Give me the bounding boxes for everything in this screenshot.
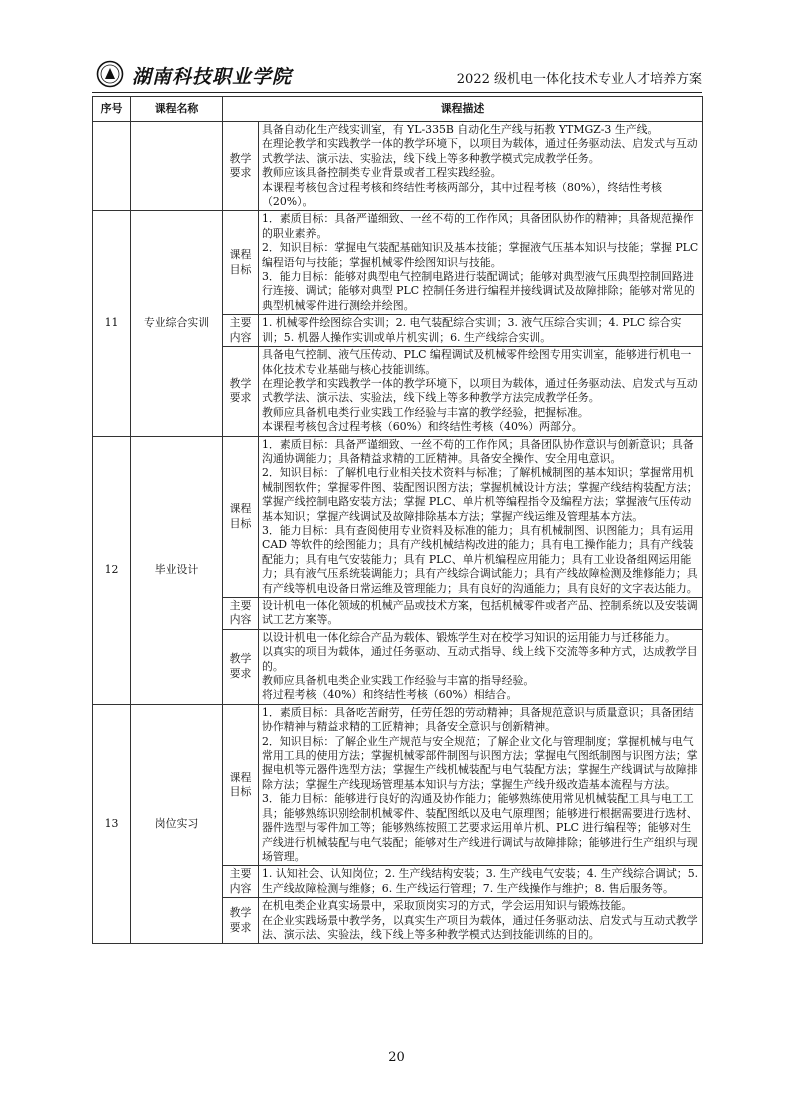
section-desc [259,629,703,704]
desc-line: 1. 认知社会、认知岗位；2. 生产线结构安装；3. 生产线电气安装；4. 生产线综合调试；5. 生产线故障检测与维修；6. 生产线运行管理；7. 生产线操作与维护；8. 售后服务等。 [262,867,699,895]
section-desc [259,704,703,865]
desc-line: 1．素质目标：具备严谨细致、一丝不苟的工作作风；具备团队协作的精神；具备规范操作的职业素养。 [262,212,694,240]
section-label: 教学要求 [223,629,259,704]
desc-line: 在企业实践场景中教学务，以真实生产项目为载体，通过任务驱动法、启发式与互动式教学法、演示法、实验法，线下线上等多种教学模式达到技能训练的目的。 [262,913,698,941]
section-label: 教学要求 [223,898,259,944]
section-label: 课程目标 [223,436,259,597]
desc-line: 教师应具备机电类企业实践工作经验与丰富的指导经验。 [262,674,535,688]
table-row [93,122,703,211]
section-desc [259,436,703,597]
desc-line: 在理论教学和实践教学一体的教学环境下，以项目为载体，通过任务驱动法、启发式与互动式教学法、演示法、实验法，线下线上等多种教学方法完成教学任务。 [262,376,698,405]
desc-line: 3．能力目标：具有查阅使用专业资料及标准的能力；具有机械制图、识图能力；具有运用 CAD 等软件的绘图能力；具有产线机械结构改进的能力；具有电工操作能力；具有产线装配能力；具有电气安装能力；具有 PLC、单片机编程应用能力；具有工业设备组网运用能力；具有液气压系统装调能力；具有产线综合调试能力；具有产线故障检测及维修能力；具有产线等机电设备日常运维及管理能力；具有良好的沟通能力；具有良好的文字表达能力。 [262,523,698,595]
desc-line: 1．素质目标：具备严谨细致、一丝不苟的工作作风；具备团队协作意识与创新意识；具备沟通协调能力；具备精益求精的工匠精神。具备安全操作、安全用电意识。 [262,437,694,465]
course-number: 12 [93,436,131,704]
course-name: 毕业设计 [131,436,223,704]
section-label: 主要内容 [223,598,259,630]
section-desc [259,598,703,630]
desc-line: 3．能力目标：能够进行良好的沟通及协作能力；能够熟练使用常见机械装配工具与电工工具；能够熟练识别绘制机械零件、装配图纸以及电气原理图；能够进行根据需要进行选材、器件选型与零件加工等；能够熟练按照工艺要求运用单片机、PLC 进行编程等；能够对生产线进行机械装配与电气装配；能够对生产线进行调试与故障排除；能够进行生产组织与现场管理。 [262,792,698,863]
desc-line: 在机电类企业真实场景中，采取顶岗实习的方式，学会运用知识与锻炼技能。 [262,899,633,913]
row-course-cell [131,122,223,211]
col-header-desc: 课程描述 [223,97,703,122]
desc-line: 在理论教学和实践教学一体的教学环境下，以项目为载体，通过任务驱动法、启发式与互动式教学法、演示法、实验法，线下线上等多种教学模式完成教学任务。 [262,137,698,165]
desc-line: 具备电气控制、液气压传动、PLC 编程调试及机械零件绘图专用实训室，能够进行机电一体化技术专业基础与核心技能训练。 [262,348,692,376]
desc-line: 本课程考核包含过程考核和终结性考核两部分，其中过程考核（80%），终结性考核（20%）。 [262,180,662,209]
row-no-cell [93,122,131,211]
desc-line: 设计机电一体化领域的机械产品或技术方案，包括机械零件或者产品、控制系统以及安装调试工艺方案等。 [262,599,698,627]
section-desc [259,122,703,211]
section-desc [259,866,703,898]
desc-line: 本课程考核包含过程考核（60%）和终结性考核（40%）两部分。 [262,420,583,434]
table-row [93,704,703,865]
section-desc [259,898,703,944]
table-header-row [93,97,703,122]
desc-line: 1. 机械零件绘图综合实训；2. 电气装配综合实训；3. 液气压综合实训；4. PLC 综合实训；5. 机器人操作实训或单片机实训；6. 生产线综合实训。 [262,316,682,344]
desc-line: 2．知识目标：了解机电行业相关技术资料与标准；了解机械制图的基本知识；掌握常用机械制图软件；掌握零件图、装配图识图方法；掌握机械设计方法；掌握产线结构装配方法；掌握产线控制电路安装方法；掌握 PLC、单片机等编程指令及编程方法；掌握液气压传动基本知识；掌握产线调试及故障排除基本方法；掌握产线运维及管理基本方法。 [262,466,698,523]
page-header [92,60,702,92]
col-header-no: 序号 [93,97,131,122]
desc-line: 1．素质目标：具备吃苦耐劳，任劳任怨的劳动精神；具备规范意识与质量意识；具备团结协作精神与精益求精的工匠精神；具备安全意识与创新精神。 [262,705,694,734]
table-row [93,436,703,597]
section-desc [259,347,703,436]
section-label: 教学要求 [223,347,259,436]
col-header-course: 课程名称 [131,97,223,122]
page-number: 20 [388,1050,405,1065]
desc-line: 具备自动化生产线实训室，有 YL-335B 自动化生产线与拓教 YTMGZ-3 生产线。 [262,123,659,136]
table-row [93,211,703,315]
desc-line: 3．能力目标：能够对典型电气控制电路进行装配调试；能够对典型液气压典型控制回路进行连接、调试；能够对典型 PLC 控制任务进行编程并接线调试及故障排除；能够对常见的典型机械零件进行测绘并绘图。 [262,270,695,312]
section-label: 主要内容 [223,315,259,347]
desc-line: 教师应具备机电类行业实践工作经验与丰富的教学经验，把握标准。 [262,405,589,419]
header-divider [92,92,702,93]
course-number: 11 [93,211,131,436]
school-name: 湖南科技职业学院 [132,66,293,88]
section-label: 课程目标 [223,704,259,865]
desc-line: 将过程考核（40%）和终结性考核（60%）相结合。 [262,688,518,702]
desc-line: 以设计机电一体化综合产品为载体、锻炼学生对在校学习知识的运用能力与迁移能力。 [262,630,676,644]
desc-line: 教师应该具备控制类专业背景或者工程实践经验。 [262,166,502,180]
school-logo-icon [96,60,124,88]
section-label: 教学要求 [223,122,259,211]
course-table [92,96,703,944]
table-body [93,122,703,944]
section-desc [259,315,703,347]
desc-line: 2．知识目标：了解企业生产规范与安全规范；了解企业文化与管理制度；掌握机械与电气常用工具的使用方法；掌握机械零部件制图与识图方法；掌握电气图纸制图与识图方法；掌握电机等元器件选型方法；掌握生产线机械装配与电气装配方法；掌握生产线调试与故障排除方法；掌握生产线现场管理基本知识与方法；掌握生产线升级改造基本流程与方法。 [262,734,698,791]
desc-line: 以真实的项目为载体，通过任务驱动、互动式指导、线上线下交流等多种方式，达成教学目的。 [262,645,698,673]
course-number: 13 [93,704,131,944]
course-name: 专业综合实训 [131,211,223,436]
section-label: 课程目标 [223,211,259,315]
desc-line: 2．知识目标：掌握电气装配基础知识及基本技能；掌握液气压基本知识与技能；掌握 PLC 编程语句与技能；掌握机械零件绘图知识与技能。 [262,241,699,269]
course-name: 岗位实习 [131,704,223,944]
plan-title: 2022 级机电一体化技术专业人才培养方案 [456,72,702,87]
section-label: 主要内容 [223,866,259,898]
section-desc [259,211,703,315]
